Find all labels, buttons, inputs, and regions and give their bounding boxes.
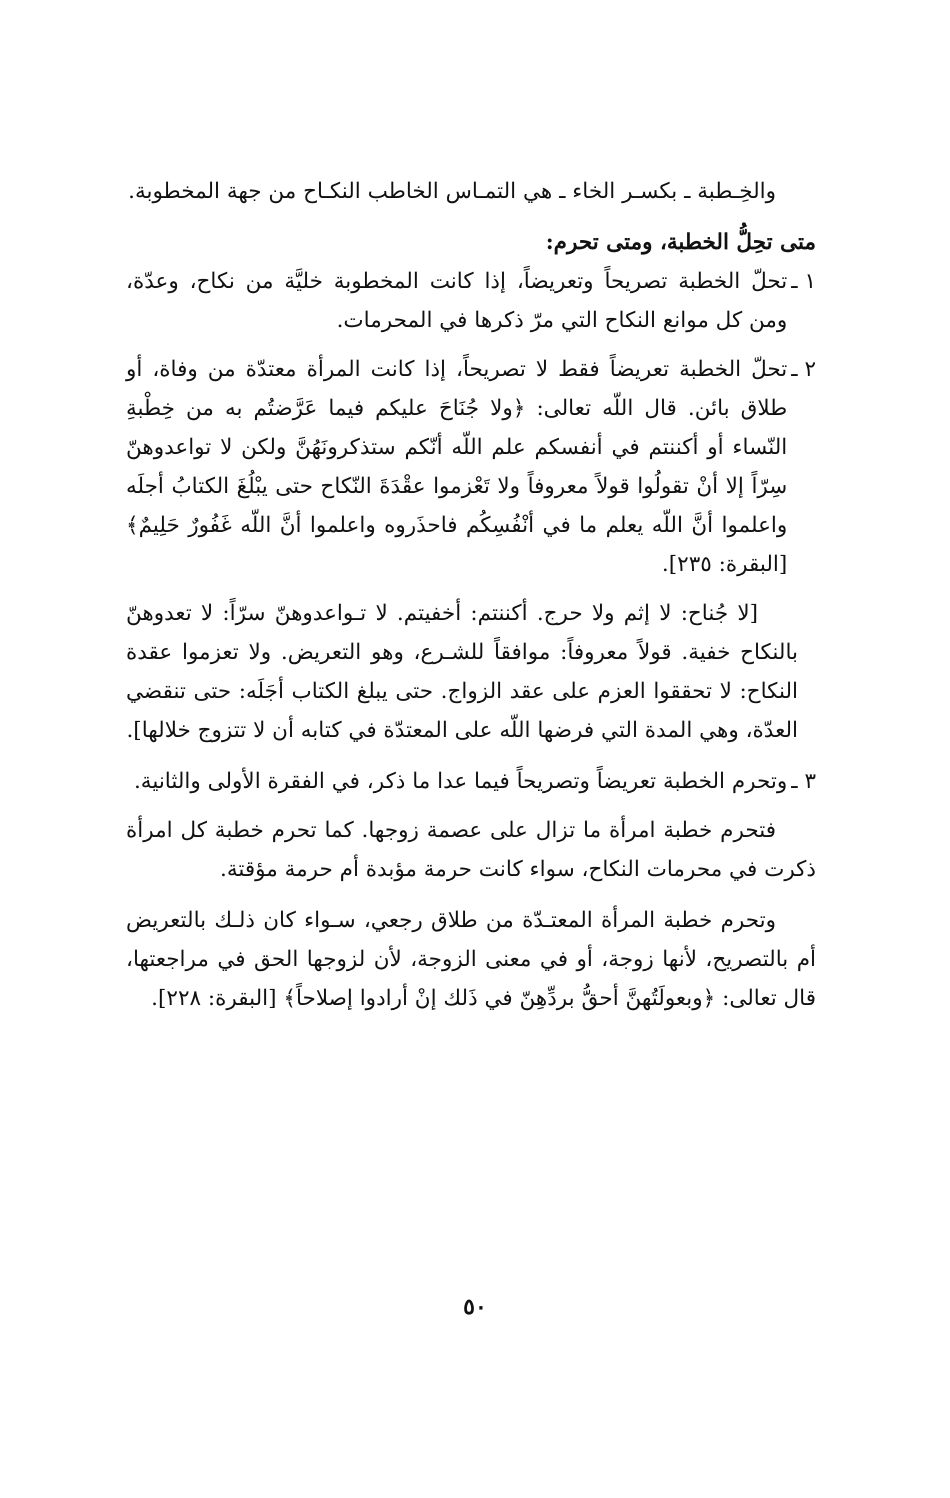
body-paragraph-2: وتحرم خطبة المرأة المعتـدّة من طلاق رجعي، سـواء كان ذلـك بالتعريض أم بالتصريح، لأنها زوجة، أو في معنى الزوجة، لأن لزوجها الحق في مراجعتها، قال تعالى: ﴿وبعولَتُهنَّ أحقُّ بردِّهِنّ في ذَلك إنْ أرادوا إصلاحاً﴾ [البقرة: ٢٢٨]. bbox=[126, 908, 816, 1011]
list-item-number: ١ ـ bbox=[791, 269, 816, 294]
list-item-text: تحلّ الخطبة تعريضاً فقط لا تصريحاً، إذا كانت المرأة معتدّة من وفاة، أو طلاق بائن. قال اللّه تعالى: ﴿ولا جُنَاحَ عليكم فيما عَرَّضتُم به من خِطْبةِ النّساء أو أكننتم في أنفسكم علم اللّه أنّكم ستذكرونَهُنَّ ولكن لا تواعدوهنّ سِرّاً إلا أنْ تقولُوا قولاً معروفاً ولا تَعْزموا عقْدَةَ النّكاح حتى يبْلُغَ الكتابُ أجلَه واعلموا أنَّ اللّه يعلم ما في أنْفُسِكُم فاحذَروه واعلموا أنَّ اللّه غَفُورٌ حَلِيمٌ﴾ [البقرة: ٢٣٥]. bbox=[126, 357, 788, 577]
page-number: ٥٠ bbox=[463, 1294, 487, 1320]
list-item-number: ٣ ـ bbox=[791, 769, 816, 794]
intro-paragraph: والخِـطبة ـ بكسـر الخاء ـ هي التمـاس الخاطب النكـاح من جهة المخطوبة. bbox=[128, 179, 776, 204]
body-paragraph-1: فتحرم خطبة امرأة ما تزال على عصمة زوجها. كما تحرم خطبة كل امرأة ذكرت في محرمات النكاح، سواء كانت حرمة مؤبدة أم حرمة مؤقتة. bbox=[126, 818, 816, 882]
list-item-3 bbox=[126, 762, 816, 801]
list-item-text: تحلّ الخطبة تصريحاً وتعريضاً، إذا كانت المخطوبة خليَّة من نكاح، وعدّة، ومن كل موانع النكاح التي مرّ ذكرها في المحرمات. bbox=[126, 269, 788, 333]
page-content bbox=[126, 172, 816, 1030]
list-item-1 bbox=[126, 262, 816, 340]
list-item-2 bbox=[126, 350, 816, 584]
list-item-number: ٢ ـ bbox=[791, 357, 816, 382]
glossary-note: [لا جُناح: لا إثم ولا حرج. أكننتم: أخفيتم. لا تـواعدوهنّ سرّاً: لا تعدوهنّ بالنكاح خفية. قولاً معروفاً: موافقاً للشـرع، وهو التعريض. ولا تعزموا عقدة النكاح: لا تحققوا العزم على عقد الزواج. حتى يبلغ الكتاب أجَلَه: حتى تنقضي العدّة، وهي المدة التي فرضها اللّه على المعتدّة في كتابه أن لا تتزوج خلالها]. bbox=[126, 601, 798, 743]
list-item-text: وتحرم الخطبة تعريضاً وتصريحاً فيما عدا ما ذكر، في الفقرة الأولى والثانية. bbox=[133, 769, 788, 794]
section-heading: متى تحِلُّ الخطبة، ومتى تحرم: bbox=[545, 230, 816, 255]
